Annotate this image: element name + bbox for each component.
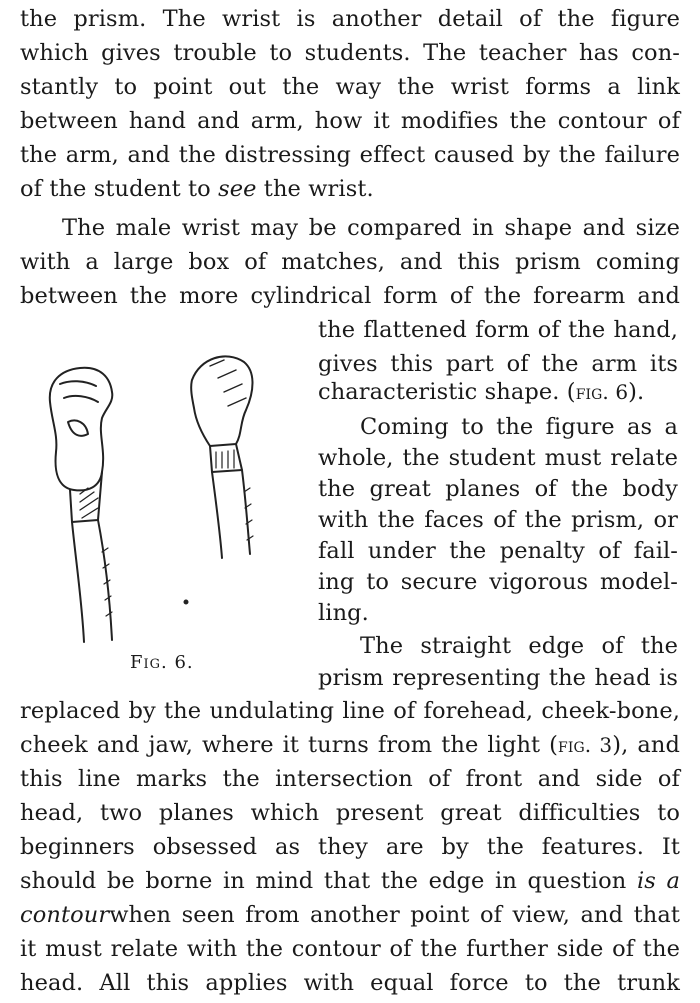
text-line-7: The male wrist may be compared in shape and size: [62, 215, 680, 241]
text-segment: the wrist.: [256, 176, 374, 202]
text-line-6: [20, 172, 680, 206]
text-line-2: which gives trouble to students. The teacher has con-: [20, 40, 680, 66]
text-line-3: stantly to point out the way the wrist forms a link: [20, 74, 680, 100]
emphasis-contour: contour: [20, 902, 110, 928]
text-line-28: [20, 898, 680, 932]
text-line-9: between the more cylindrical form of the forearm and: [20, 283, 680, 309]
left-forearm: [72, 520, 112, 642]
text-segment: ).: [628, 379, 645, 405]
text-line-11: gives this part of the arm its: [318, 351, 678, 377]
text-line-24: this line marks the intersection of front and side of: [20, 766, 680, 792]
text-line-22: replaced by the undulating line of forehead, cheek-bone,: [20, 698, 680, 724]
right-forearm: [212, 470, 250, 558]
text-line-18: ing to secure vigorous model-: [318, 569, 678, 595]
text-line-13: Coming to the figure as a: [360, 414, 678, 440]
left-wrist-hatching: [80, 488, 98, 518]
text-segment: cheek and jaw, where it turns from the light (: [20, 732, 559, 758]
text-line-23: [20, 728, 680, 762]
right-wrist-hatching: [216, 450, 234, 468]
text-line-15: the great planes of the body: [318, 476, 678, 502]
figure-reference-3: fig. 3: [558, 733, 613, 757]
emphasis-is-a: is a: [636, 868, 681, 894]
figure-reference-6: fig. 6: [575, 380, 629, 404]
text-line-27: [20, 864, 680, 898]
text-line-8: with a large box of matches, and this prism coming: [20, 249, 680, 275]
text-line-21: prism representing the head is: [318, 665, 678, 691]
text-line-12: [318, 375, 678, 409]
emphasis-see: see: [218, 176, 257, 202]
left-fist-thumb: [68, 421, 88, 436]
text-segment: should be borne in mind that the edge in question: [20, 868, 637, 894]
text-segment: when seen from another point of view, and that: [109, 902, 680, 928]
left-fist-knuckles: [60, 381, 98, 402]
text-line-10: the flattened form of the hand,: [318, 317, 678, 343]
text-line-26: beginners obsessed as they are by the features. It: [20, 834, 680, 860]
text-line-16: with the faces of the prism, or: [318, 507, 678, 533]
text-line-19: ling.: [318, 600, 369, 626]
text-line-17: fall under the penalty of fail-: [318, 538, 678, 564]
figure-6-illustration: [10, 322, 310, 662]
text-segment: of the student to: [20, 176, 219, 202]
figure-caption: Fig. 6.: [130, 652, 194, 673]
text-line-4: between hand and arm, how it modifies the contour of: [20, 108, 680, 134]
wrist-sketches-svg: [10, 322, 310, 662]
text-line-25: head, two planes which present great difficulties to: [20, 800, 680, 826]
right-fist-outline: [191, 356, 252, 446]
text-line-5: the arm, and the distressing effect caused by the failure: [20, 142, 680, 168]
text-segment: characteristic shape. (: [318, 379, 576, 405]
text-line-20: The straight edge of the: [360, 633, 678, 659]
text-line-14: whole, the student must relate: [318, 445, 678, 471]
text-line-1: the prism. The wrist is another detail of the figure: [20, 6, 680, 32]
text-line-30: head. All this applies with equal force to the trunk: [20, 970, 680, 996]
stray-mark-dot: [185, 601, 188, 604]
text-segment: ), and: [612, 732, 680, 758]
right-fist-knuckles: [210, 360, 246, 406]
text-line-29: it must relate with the contour of the further side of the: [20, 936, 680, 962]
right-wrist-prism: [210, 444, 242, 472]
